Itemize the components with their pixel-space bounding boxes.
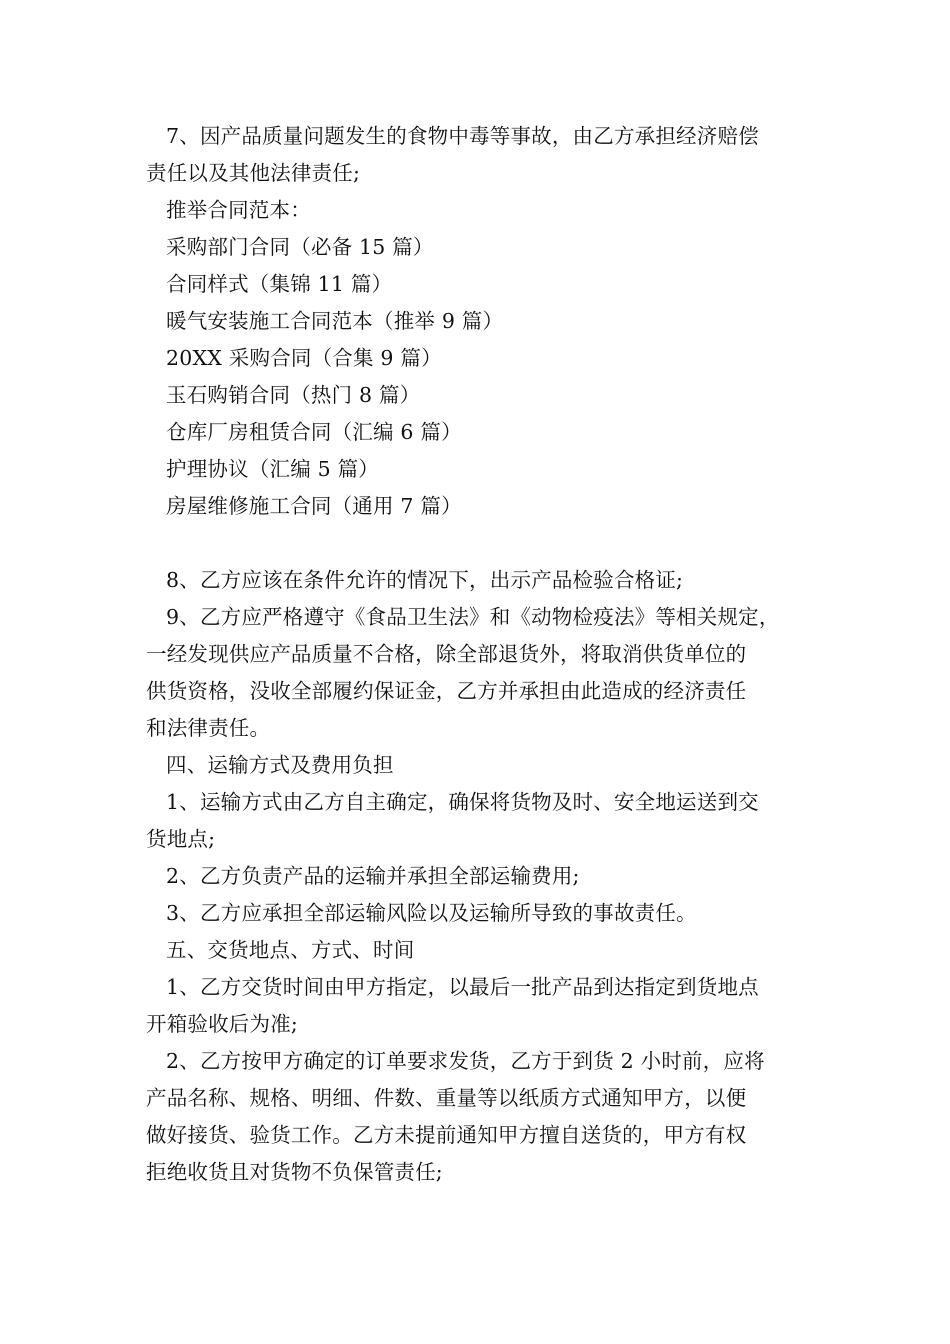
section-5-clause-1-line-2: 开箱验收后为准; bbox=[146, 1012, 299, 1036]
document-body bbox=[146, 118, 826, 1191]
template-link-4[interactable]: 20XX 采购合同（合集 9 篇） bbox=[166, 346, 442, 370]
clause-7-line-1: 7、因产品质量问题发生的食物中毒等事故，由乙方承担经济赔偿 bbox=[166, 124, 759, 148]
template-link-8[interactable]: 房屋维修施工合同（通用 7 篇） bbox=[166, 494, 462, 518]
section-5-clause-2-line-4: 拒绝收货且对货物不负保管责任; bbox=[146, 1160, 443, 1184]
section-4-clause-3: 3、乙方应承担全部运输风险以及运输所导致的事故责任。 bbox=[166, 901, 697, 925]
section-4-clause-1-line-2: 货地点; bbox=[146, 827, 216, 851]
blank-line bbox=[146, 525, 826, 562]
recommended-templates-heading: 推举合同范本： bbox=[166, 198, 311, 222]
template-link-6[interactable]: 仓库厂房租赁合同（汇编 6 篇） bbox=[166, 420, 462, 444]
section-5-heading: 五、交货地点、方式、时间 bbox=[166, 938, 415, 962]
section-5-clause-2-line-3: 做好接货、验货工作。乙方未提前通知甲方擅自送货的，甲方有权 bbox=[146, 1123, 747, 1147]
section-4-clause-2: 2、乙方负责产品的运输并承担全部运输费用; bbox=[166, 864, 580, 888]
template-link-5[interactable]: 玉石购销合同（热门 8 篇） bbox=[166, 383, 421, 407]
section-5-clause-2-line-1: 2、乙方按甲方确定的订单要求发货，乙方于到货 2 小时前，应将 bbox=[166, 1049, 765, 1073]
clause-8: 8、乙方应该在条件允许的情况下，出示产品检验合格证; bbox=[166, 568, 684, 592]
clause-9-line-2: 一经发现供应产品质量不合格，除全部退货外，将取消供货单位的 bbox=[146, 642, 747, 666]
clause-9-line-3: 供货资格，没收全部履约保证金，乙方并承担由此造成的经济责任 bbox=[146, 679, 747, 703]
clause-7-line-2: 责任以及其他法律责任; bbox=[146, 161, 361, 185]
template-link-7[interactable]: 护理协议（汇编 5 篇） bbox=[166, 457, 379, 481]
template-link-2[interactable]: 合同样式（集锦 11 篇） bbox=[166, 272, 393, 296]
template-link-3[interactable]: 暖气安装施工合同范本（推举 9 篇） bbox=[166, 309, 504, 333]
clause-9-line-1: 9、乙方应严格遵守《食品卫生法》和《动物检疫法》等相关规定， bbox=[166, 605, 780, 629]
template-link-1[interactable]: 采购部门合同（必备 15 篇） bbox=[166, 235, 434, 259]
section-5-clause-2-line-2: 产品名称、规格、明细、件数、重量等以纸质方式通知甲方，以便 bbox=[146, 1086, 747, 1110]
section-4-clause-1-line-1: 1、运输方式由乙方自主确定，确保将货物及时、安全地运送到交 bbox=[166, 790, 759, 814]
section-4-heading: 四、运输方式及费用负担 bbox=[166, 753, 394, 777]
clause-9-line-4: 和法律责任。 bbox=[146, 716, 271, 740]
section-5-clause-1-line-1: 1、乙方交货时间由甲方指定，以最后一批产品到达指定到货地点 bbox=[166, 975, 759, 999]
